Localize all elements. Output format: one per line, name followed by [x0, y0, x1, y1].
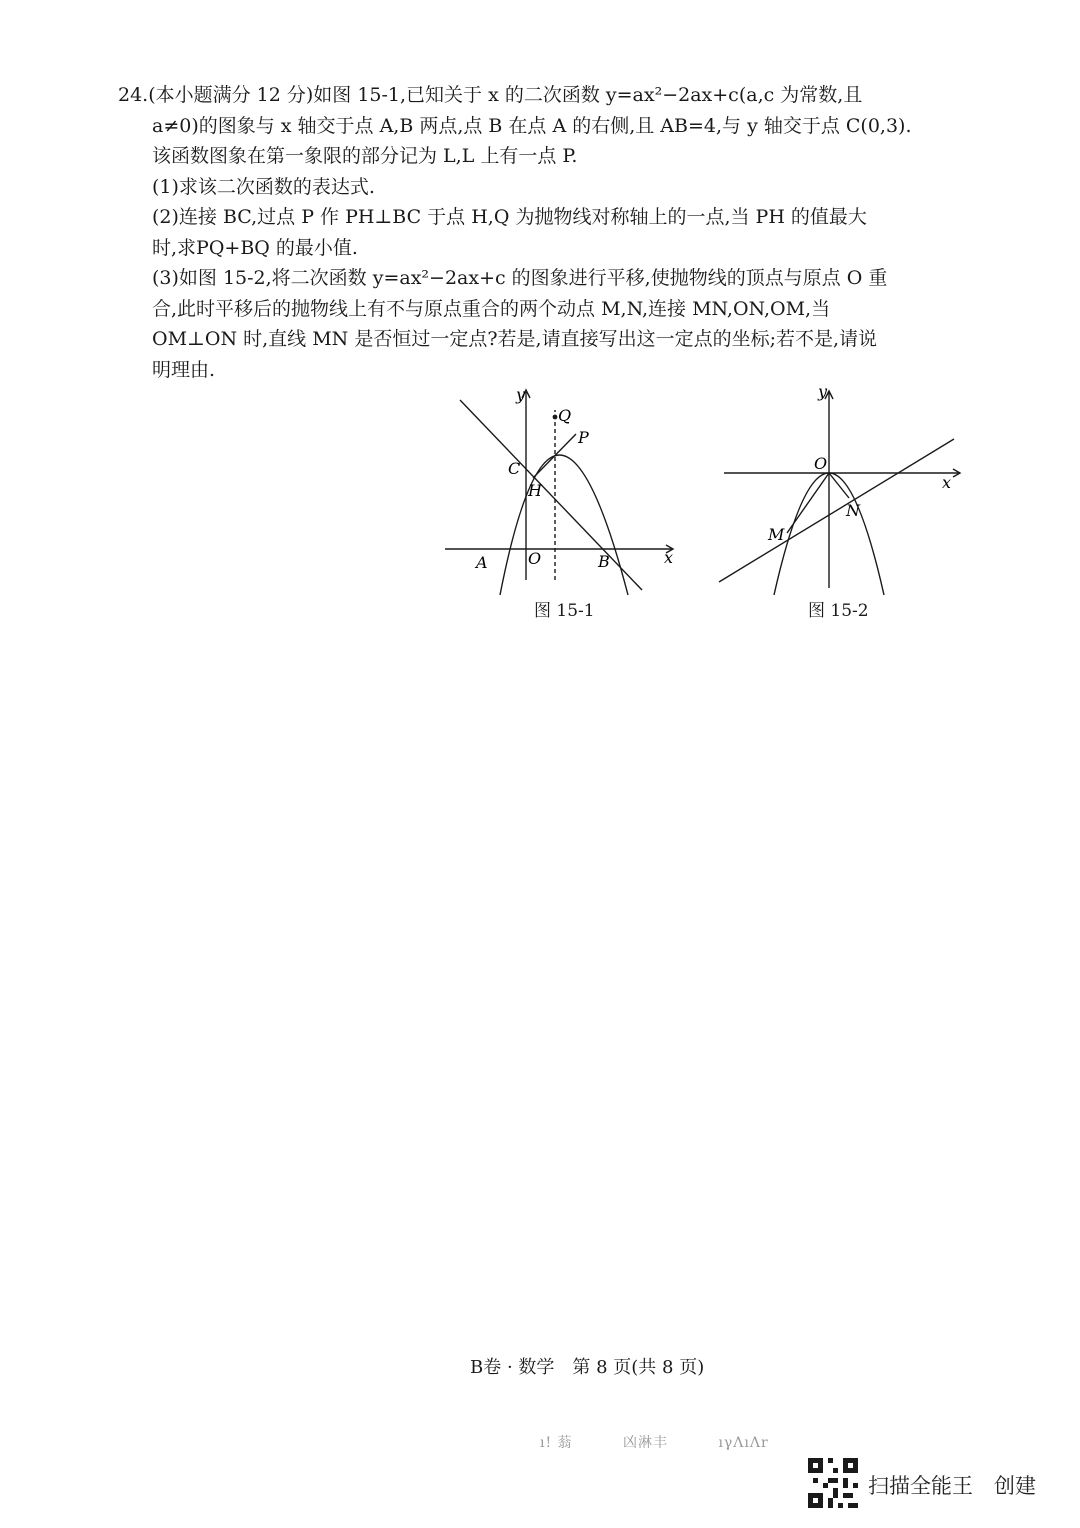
label-n: N — [846, 501, 860, 520]
line-mn — [719, 439, 954, 582]
label-b: B — [598, 552, 610, 571]
figure-15-1-diagram — [440, 380, 690, 600]
label-a: A — [476, 553, 488, 572]
figure-15-2 — [712, 380, 972, 600]
label-c: C — [508, 459, 521, 478]
question-part-1: (1)求该二次函数的表达式. — [152, 175, 375, 198]
figure-15-2-diagram — [712, 380, 972, 600]
figure-15-1-caption: 图 15-1 — [534, 601, 595, 621]
scan-residue-text: ı! 蓊 凶淋丰 ıγΛıΛr — [540, 1435, 769, 1451]
label-o: O — [528, 549, 542, 568]
figure-15-1 — [440, 380, 690, 600]
problem-24 — [118, 80, 968, 385]
label-p: P — [578, 428, 589, 447]
label-y: y — [818, 382, 828, 401]
label-y: y — [516, 385, 526, 404]
qr-code-icon — [808, 1458, 858, 1508]
label-h: H — [528, 481, 542, 500]
problem-line: 明理由. — [152, 358, 216, 381]
problem-line: 合,此时平移后的抛物线上有不与原点重合的两个动点 M,N,连接 MN,ON,OM,当 — [152, 297, 831, 320]
problem-line: a≠0)的图象与 x 轴交于点 A,B 两点,点 B 在点 A 的右侧,且 AB=4,与 y 轴交于点 C(0,3). — [152, 114, 912, 137]
problem-line: OM⊥ON 时,直线 MN 是否恒过一定点?若是,请直接写出这一定点的坐标;若不是,请说 — [152, 328, 878, 350]
label-x: x — [664, 548, 674, 567]
figure-15-2-caption: 图 15-2 — [808, 601, 869, 621]
label-q: Q — [558, 406, 572, 425]
question-part-2: (2)连接 BC,过点 P 作 PH⊥BC 于点 H,Q 为抛物线对称轴上的一点,当 PH 的值最大 — [152, 206, 867, 228]
watermark-text: 扫描全能王 创建 — [868, 1474, 1036, 1498]
question-part-3: (3)如图 15-2,将二次函数 y=ax²−2ax+c 的图象进行平移,使抛物线的顶点与原点 O 重 — [152, 267, 888, 289]
label-o: O — [814, 454, 828, 473]
point-q — [553, 415, 558, 420]
problem-line: 该函数图象在第一象限的部分记为 L,L 上有一点 P. — [152, 145, 578, 167]
label-x: x — [942, 473, 952, 492]
problem-line: 时,求PQ+BQ 的最小值. — [152, 236, 358, 259]
label-m: M — [768, 525, 785, 544]
segment-om — [787, 473, 829, 533]
problem-line: 24.(本小题满分 12 分)如图 15-1,已知关于 x 的二次函数 y=ax²−2ax+c(a,c 为常数,且 — [118, 84, 863, 106]
page-footer: B卷 · 数学 第 8 页(共 8 页) — [470, 1357, 705, 1378]
